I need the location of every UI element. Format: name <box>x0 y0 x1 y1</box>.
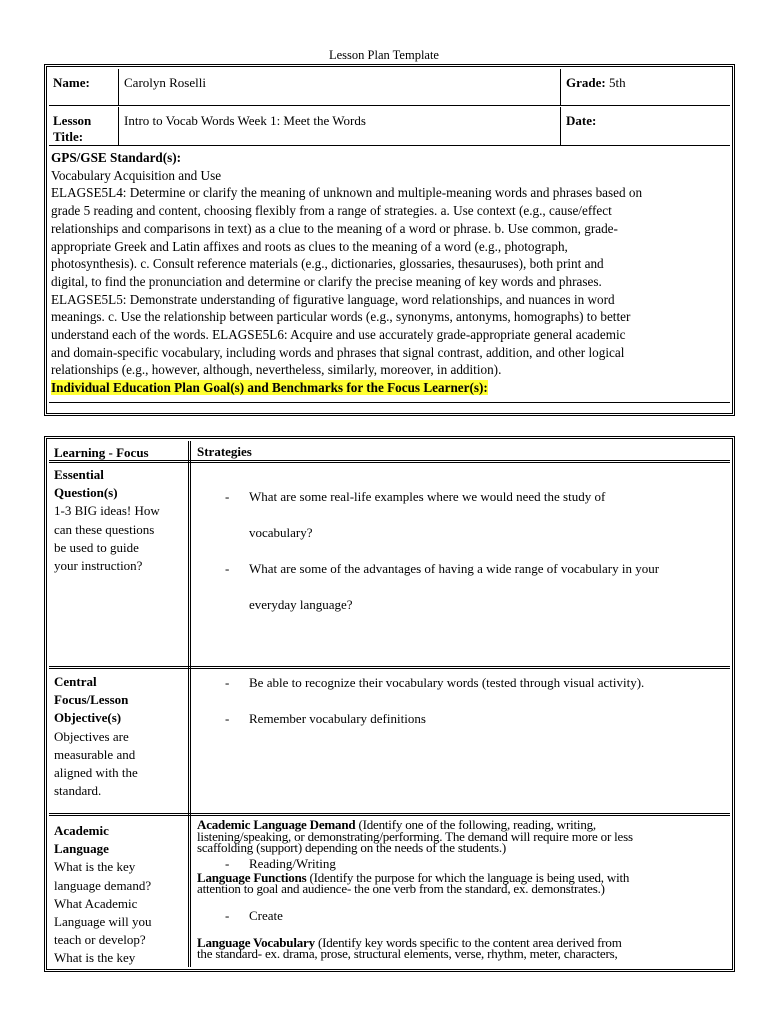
standards-heading: GPS/GSE Standard(s): <box>51 150 182 165</box>
list-item: - What are some real-life examples where we would need the study of <box>225 489 606 504</box>
list-item-continuation: everyday language? <box>249 597 353 612</box>
grade-label: Grade: <box>566 75 606 90</box>
list-item: - Reading/Writing <box>225 855 336 871</box>
academic-language-strategies <box>197 819 726 960</box>
standard-line: ELAGSE5L4: Determine or clarify the meaning of unknown and multiple-meaning words and phrases based on <box>51 185 643 201</box>
standard-line: ELAGSE5L5: Demonstrate understanding of figurative language, word relationships, and nuances in word <box>51 291 615 307</box>
standard-line: relationships (e.g., however, although, nevertheless, similarly, moreover, in addition). <box>51 362 502 378</box>
learning-focus-table <box>44 436 735 972</box>
grade-value: 5th <box>608 75 626 90</box>
name-value: Carolyn Roselli <box>120 69 561 105</box>
strategies-header: Strategies <box>197 444 252 459</box>
standards-section <box>51 149 728 397</box>
row-divider <box>49 813 730 816</box>
name-label: Name: <box>49 69 119 105</box>
document-title: Lesson Plan Template <box>329 48 439 62</box>
lesson-title-value: Intro to Vocab Words Week 1: Meet the Words <box>120 107 561 145</box>
learning-focus-header: Learning - Focus <box>54 445 149 460</box>
standard-line: relationships and comparisons in text) as a clue to the meaning of a word or phrase. b. Use common, grade- <box>51 220 618 236</box>
name-row <box>49 69 730 106</box>
row-divider <box>49 666 730 669</box>
central-focus-strategies <box>197 674 726 728</box>
column-divider <box>188 441 191 967</box>
standard-line: digital, to find the pronunciation and determine or clarify the precise meaning of key words and phrases. <box>51 273 602 289</box>
grade-cell <box>562 69 730 105</box>
list-item: - Be able to recognize their vocabulary words (tested through visual activity). <box>225 675 645 690</box>
language-vocabulary: Language Vocabulary (Identify key words specific to the content area derived from the standard- ex. drama, prose, structural elements, verse, rhythm, meter, characters, <box>197 934 622 961</box>
table-divider <box>49 402 730 403</box>
standard-line: grade 5 reading and content, choosing flexibly from a range of strategies. a. Use context (e.g., cause/effect <box>51 203 612 219</box>
lesson-title-row <box>49 107 730 146</box>
standard-line: Vocabulary Acquisition and Use <box>51 167 222 183</box>
header-table <box>44 64 735 416</box>
academic-language-label: Academic Language What is the key language demand? What Academic Language will you teach or develop? What is the key <box>54 823 152 966</box>
date-label: Date: <box>566 113 597 128</box>
list-item: - Remember vocabulary definitions <box>225 711 426 726</box>
central-focus-label: Central Focus/Lesson Objective(s) Objectives are measurable and aligned with the standard. <box>54 674 138 799</box>
language-demand: Academic Language Demand (Identify one of the following, reading, writing, listening/speaking, or demonstrating/performing. The demand will require more or less scaffolding (support) depending on the needs of the students.) <box>197 817 633 855</box>
standard-line: appropriate Greek and Latin affixes and roots as clues to the meaning of a word (e.g., photograph, <box>51 238 568 254</box>
list-item: - What are some of the advantages of having a wide range of vocabulary in your <box>225 561 660 576</box>
list-item: - Create <box>225 907 283 923</box>
standard-line: and domain-specific vocabulary, including words and phrases that signal contrast, addition, and other logical <box>51 344 625 360</box>
iep-heading: Individual Education Plan Goal(s) and Benchmarks for the Focus Learner(s): <box>51 380 488 396</box>
standard-line: understand each of the words. ELAGSE5L6: Acquire and use accurately grade-appropriate general academic <box>51 327 626 343</box>
essential-question-strategies <box>197 479 726 623</box>
standard-line: meanings. c. Use the relationship between particular words (e.g., synonyms, antonyms, homographs) to better <box>51 309 631 325</box>
standard-line: photosynthesis). c. Consult reference materials (e.g., dictionaries, glossaries, thesauruses), both print and <box>51 256 604 272</box>
language-functions: Language Functions (Identify the purpose for which the language is being used, with attention to goal and audience- the one verb from the standard, ex. demonstrates.) <box>197 869 630 896</box>
essential-question-label: Essential Question(s) 1-3 BIG ideas! How can these questions be used to guide your instruction? <box>54 467 160 574</box>
list-item-continuation: vocabulary? <box>249 525 313 540</box>
lesson-title-label: Lesson Title: <box>49 107 119 145</box>
